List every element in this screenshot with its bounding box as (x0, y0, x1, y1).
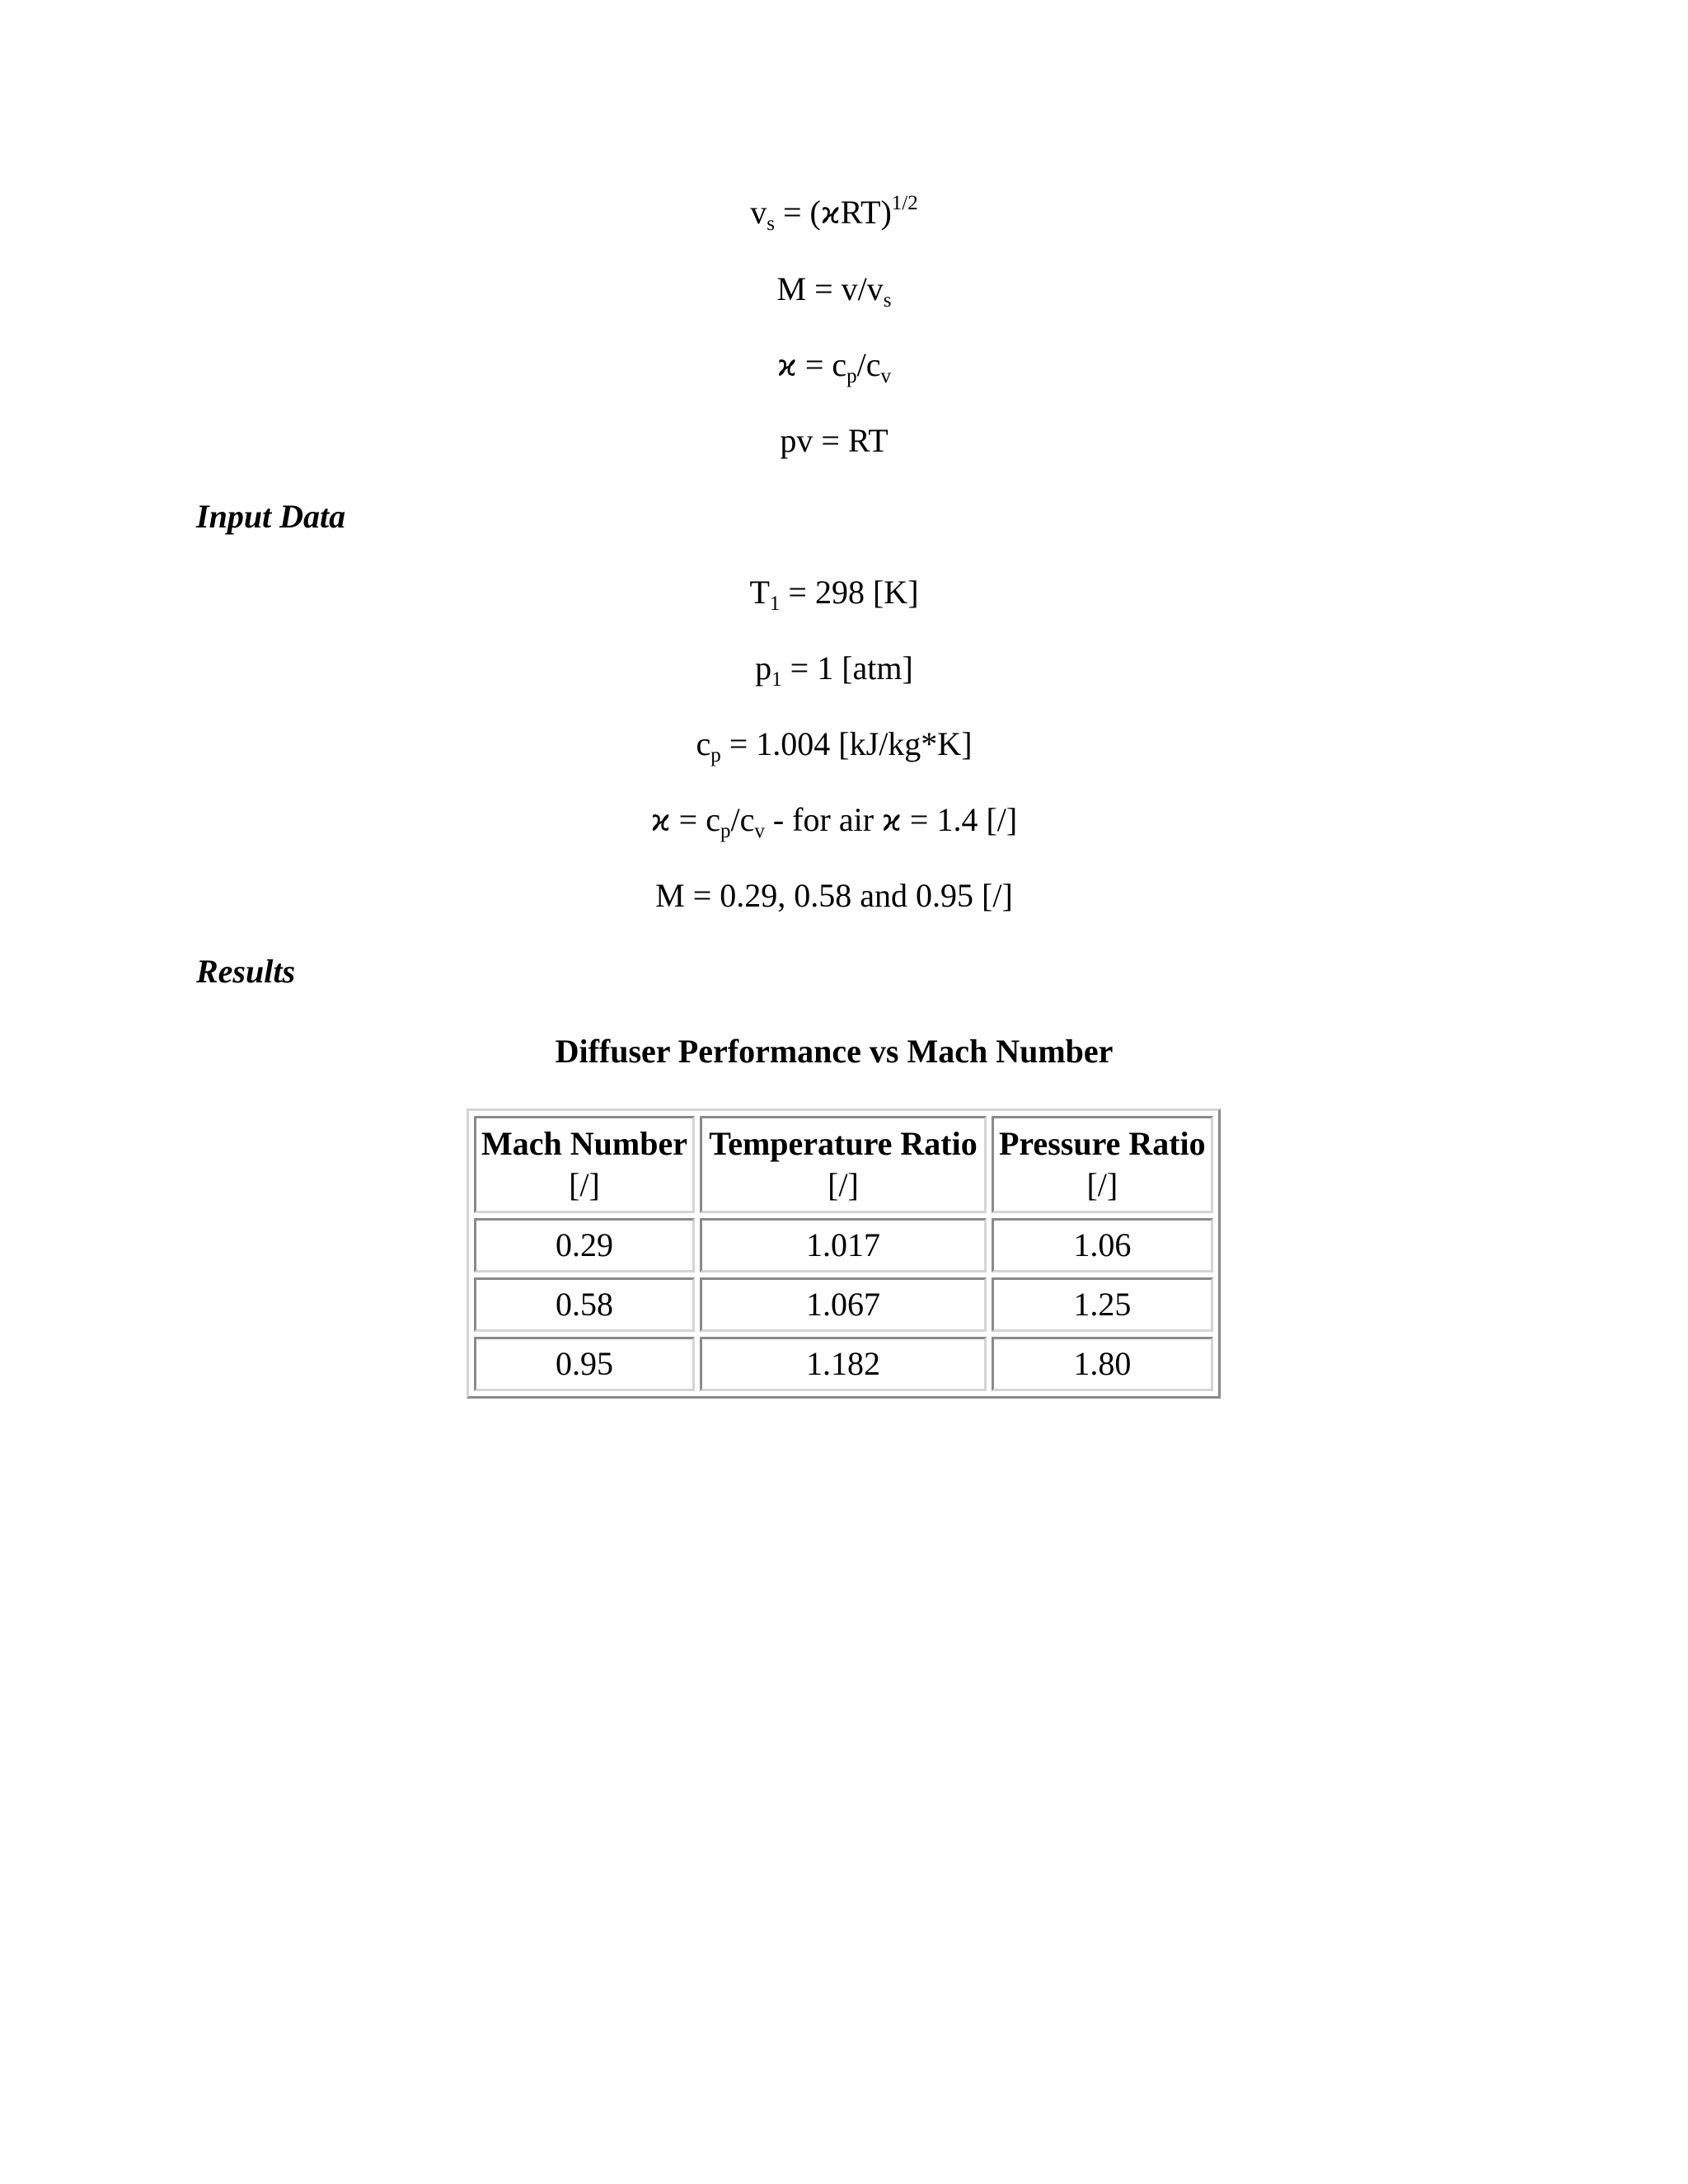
equation-kappa-definition (0, 345, 1668, 387)
eq-subscript: 1 (769, 593, 781, 615)
eq-text: pv = RT (780, 422, 889, 459)
eq-symbol: c (696, 725, 711, 762)
header-unit: [/] (569, 1166, 600, 1203)
kappa-symbol: ϰ (776, 349, 797, 383)
eq-subscript: v (754, 820, 765, 842)
table-row (474, 1337, 1213, 1391)
eq-text: M = 0.29, 0.58 and 0.95 [/] (655, 877, 1013, 914)
equation-ideal-gas (0, 421, 1668, 461)
input-data-heading: Input Data (196, 498, 346, 535)
cell-temperature-ratio: 1.067 (700, 1277, 987, 1332)
cell-pressure-ratio: 1.25 (992, 1277, 1213, 1332)
eq-subscript: p (710, 744, 721, 766)
table-row (474, 1277, 1213, 1332)
table-row (474, 1218, 1213, 1272)
header-label: Temperature Ratio (709, 1125, 978, 1162)
input-pressure (0, 649, 1668, 691)
eq-subscript: s (767, 213, 775, 235)
eq-text: - for air (764, 801, 883, 838)
eq-symbol: v (750, 194, 767, 231)
cell-mach: 0.95 (474, 1337, 695, 1391)
table-header-row (474, 1116, 1213, 1213)
header-mach-number (474, 1116, 695, 1213)
eq-subscript: v (880, 365, 892, 387)
equation-mach-number (0, 269, 1668, 312)
eq-text: /c (730, 801, 755, 838)
eq-text: = c (670, 801, 720, 838)
eq-text: = 298 [K] (780, 574, 919, 611)
eq-text: = c (796, 346, 847, 383)
kappa-symbol: ϰ (820, 197, 841, 231)
input-specific-heat (0, 724, 1668, 764)
results-heading: Results (196, 953, 296, 990)
results-table (467, 1108, 1221, 1399)
eq-superscript: 1/2 (891, 192, 918, 214)
eq-text: RT) (840, 194, 892, 231)
kappa-symbol: ϰ (650, 804, 671, 838)
input-kappa (0, 800, 1668, 841)
eq-text: = 1 [atm] (781, 649, 913, 687)
eq-symbol: p (755, 649, 772, 687)
header-label: Mach Number (481, 1125, 687, 1162)
eq-text: = 1.004 [kJ/kg*K] (720, 725, 973, 762)
eq-text: /c (856, 346, 881, 383)
cell-temperature-ratio: 1.017 (700, 1218, 987, 1272)
eq-text: M = v/v (776, 270, 884, 307)
eq-subscript: 1 (771, 668, 782, 691)
eq-subscript: s (883, 289, 892, 312)
eq-subscript: p (846, 365, 857, 387)
kappa-symbol: ϰ (882, 804, 902, 838)
table-title: Diffuser Performance vs Mach Number (555, 1033, 1114, 1070)
cell-pressure-ratio: 1.80 (992, 1337, 1213, 1391)
header-label: Pressure Ratio (998, 1125, 1206, 1162)
header-pressure-ratio (992, 1116, 1213, 1213)
cell-mach: 0.58 (474, 1277, 695, 1332)
eq-text: = 1.4 [/] (901, 801, 1018, 838)
header-unit: [/] (828, 1166, 859, 1203)
header-temperature-ratio (700, 1116, 987, 1213)
equation-sound-speed (0, 193, 1668, 234)
cell-temperature-ratio: 1.182 (700, 1337, 987, 1391)
eq-subscript: p (720, 820, 731, 842)
header-unit: [/] (1086, 1166, 1118, 1203)
input-mach-values (0, 876, 1668, 916)
eq-text: = ( (774, 194, 821, 231)
input-temperature (0, 573, 1668, 615)
eq-symbol: T (749, 574, 770, 611)
cell-pressure-ratio: 1.06 (992, 1218, 1213, 1272)
cell-mach: 0.29 (474, 1218, 695, 1272)
